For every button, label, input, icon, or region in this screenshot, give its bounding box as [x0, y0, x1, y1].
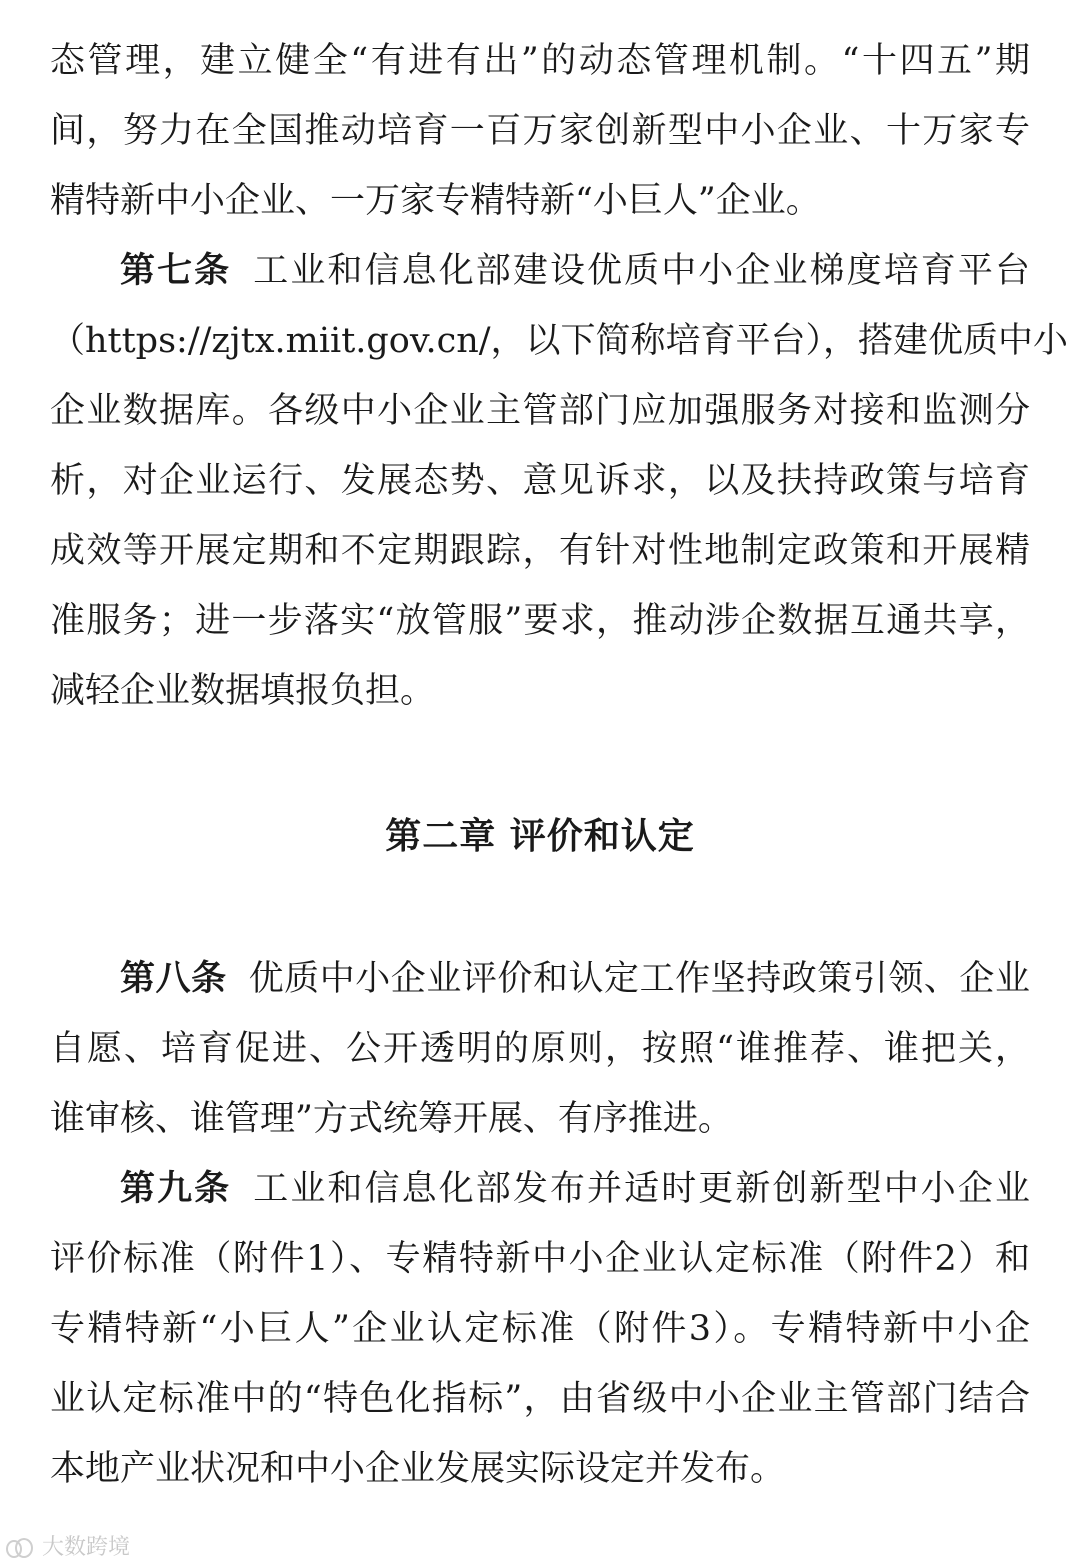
text-line: 间，努力在全国推动培育一百万家创新型中小企业、十万家专 [50, 111, 1030, 151]
article-7-heading: 第七条 [120, 251, 232, 291]
text-line: 谁审核、谁管理”方式统筹开展、有序推进。 [50, 1099, 733, 1139]
text-line: 减轻企业数据填报负担。 [50, 671, 436, 711]
article-9-heading: 第九条 [120, 1169, 232, 1209]
article-8-heading: 第八条 [120, 959, 227, 999]
article-7-text: 工业和信息化部建设优质中小企业梯度培育平台 [253, 251, 1030, 291]
text-line: （https://zjtx.miit.gov.cn/，以下简称培育平台），搭建优质中小 [50, 321, 1069, 361]
text-line: 成效等开展定期和不定期跟踪，有针对性地制定政策和开展精 [50, 531, 1030, 571]
chapter-title: 第二章 评价和认定 [385, 816, 695, 857]
text-line: 本地产业状况和中小企业发展实际设定并发布。 [50, 1449, 786, 1489]
text-line: 准服务；进一步落实“放管服”要求，推动涉企数据互通共享， [50, 601, 1030, 641]
text-line: 态管理，建立健全“有进有出”的动态管理机制。“十四五”期 [50, 41, 1030, 81]
text-line: 业认定标准中的“特色化指标”，由省级中小企业主管部门结合 [50, 1379, 1030, 1419]
article-9-first-line [120, 1166, 1030, 1212]
article-8-first-line [120, 956, 1030, 1002]
article-8-text: 优质中小企业评价和认定工作坚持政策引领、企业 [248, 959, 1030, 999]
text-line: 自愿、培育促进、公开透明的原则，按照“谁推荐、谁把关， [50, 1029, 1030, 1069]
text-line: 评价标准（附件1）、专精特新中小企业认定标准（附件2）和 [50, 1239, 1030, 1279]
article-7-first-line [120, 248, 1030, 294]
text-line: 精特新中小企业、一万家专精特新“小巨人”企业。 [50, 181, 821, 221]
article-9-text: 工业和信息化部发布并适时更新创新型中小企业 [253, 1169, 1030, 1209]
watermark-text: 大数跨境 [42, 1535, 131, 1560]
text-line: 企业数据库。各级中小企业主管部门应加强服务对接和监测分 [50, 391, 1030, 431]
text-line: 专精特新“小巨人”企业认定标准（附件3）。专精特新中小企 [50, 1309, 1030, 1349]
text-line: 析，对企业运行、发展态势、意见诉求，以及扶持政策与培育 [50, 461, 1030, 501]
logo-rings-icon [6, 1536, 36, 1560]
watermark [6, 1533, 130, 1563]
